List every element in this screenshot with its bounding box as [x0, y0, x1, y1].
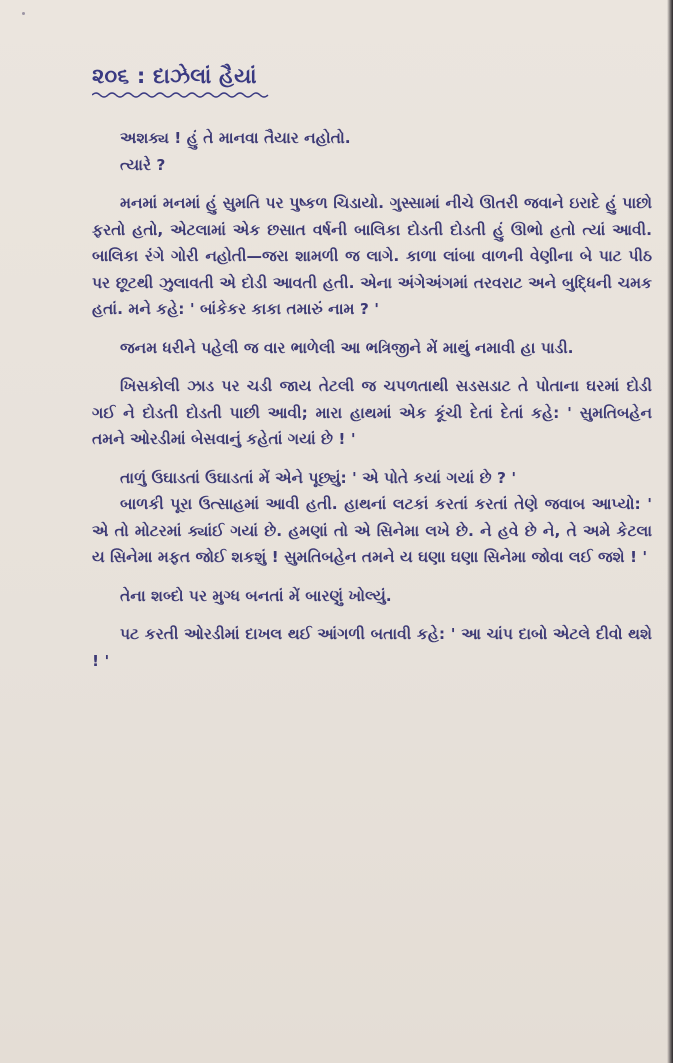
- paragraph: તાળું ઉઘાડતાં ઉઘાડતાં મેં એને પૂછ્યું: ' એ પોતે કયાં ગયાં છે ? ': [120, 468, 517, 487]
- page-body: [92, 125, 652, 674]
- running-header: [92, 64, 512, 99]
- paragraph: તેના શબ્દો પર મુગ્ધ બનતાં મેં બારણું ખોલ્યું.: [120, 586, 392, 605]
- page-edge-shadow: [667, 0, 673, 1063]
- title-wavy-underline: [92, 91, 272, 99]
- paragraph: અશક્ય ! હું તે માનવા તૈયાર નહોતો.: [120, 129, 351, 147]
- paragraph: જનમ ધરીને પહેલી જ વાર ભાળેલી આ ભત્રિજીને મેં માથું નમાવી હા પાડી.: [120, 338, 574, 357]
- paragraph: પટ કરતી ઓરડીમાં દાખલ થઈ આંગળી બતાવી કહે: ' આ ચાંપ દાબો એટલે દીવો થશે ! ': [92, 625, 652, 670]
- paragraph: બાળકી પૂરા ઉત્સાહમાં આવી હતી. હાથનાં લટકાં કરતાં કરતાં તેણે જવાબ આપ્યો: ' એ તો મોટરમાં ક્યાંઈ ગયાં છે. હમણાં તો એ સિનેમા લખે છે. ને હવે છે ને, તે અમે કેટલા ય સિનેમા મફત જોઈ શકશું ! સુમતિબહેન તમને ય ઘણા ઘણા સિનેમા જોવા લઈ જશે ! ': [92, 495, 652, 566]
- paragraph: મનમાં મનમાં હું સુમતિ પર પુષ્કળ ચિડાયો. ગુસ્સામાં નીચે ઊતરી જવાને ઇરાદે હું પાછો ફરતો હતો, એટલામાં એક છસાત વર્ષની બાલિકા દોડતી દોડતી હું ઊભો હતો ત્યાં આવી. બાલિકા રંગે ગોરી નહોતી—જરા શામળી જ લાગે. કાળા લાંબા વાળની વેણીના બે પાટ પીઠ પર છૂટથી ઝુલાવતી એ દોડી આવતી હતી. એના અંગેઅંગમાં તરવરાટ અને બુદ્ધિની ચમક હતાં. મને કહે: ' બાંકેકર કાકા તમારું નામ ? ': [92, 194, 652, 318]
- paragraph: ત્યારે ?: [120, 155, 166, 174]
- page-speck: [22, 12, 25, 15]
- paragraph: ખિસકોલી ઝાડ પર ચડી જાય તેટલી જ ચપળતાથી સડસડાટ તે પોતાના ઘરમાં દોડી ગઈ ને દોડતી દોડતી પાછી આવી; મારા હાથમાં એક કૂંચી દેતાં દેતાં કહે: ' સુમતિબહેન તમને ઓરડીમાં બેસવાનું કહેતાં ગયાં છે ! ': [92, 377, 652, 448]
- page-number-and-chapter-title: ૨૦૬ : દાઝેલાં હૈયાં: [92, 64, 257, 88]
